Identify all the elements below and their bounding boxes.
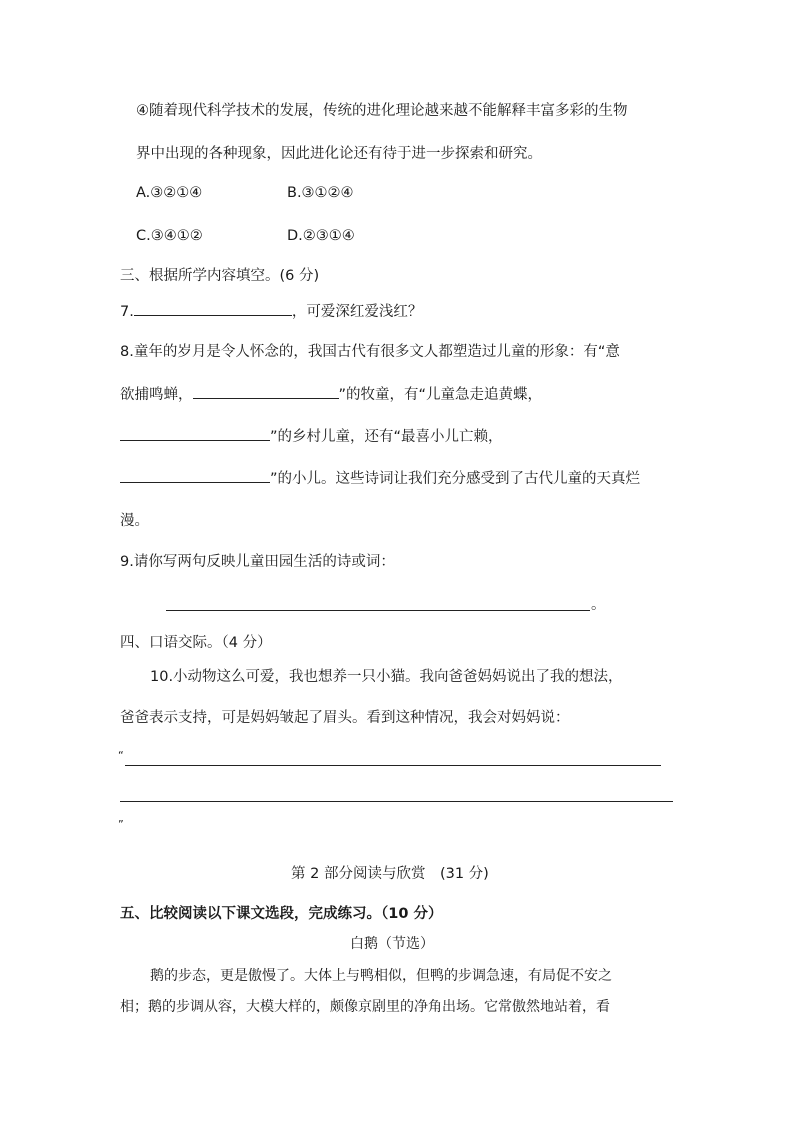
- passage-title: 白鹅（节选）: [350, 936, 434, 952]
- question-7-text: ，可爱深红爱浅红？: [291, 304, 423, 320]
- part-2-heading: 第 2 部分阅读与欣赏 (31 分): [291, 866, 489, 882]
- question-8-line-2-suffix: ”的牧童，有“儿童急走追黄蝶，: [338, 387, 543, 403]
- question-8-blank-1[interactable]: [193, 398, 339, 399]
- question-8-line-4: [120, 467, 640, 488]
- answer-choice-d: D.②③①④: [287, 228, 355, 244]
- question-9: 9.请你写两句反映儿童田园生活的诗或词：: [120, 554, 395, 570]
- answer-open-quote: “: [118, 749, 124, 762]
- question-9-answer-line[interactable]: [166, 610, 590, 611]
- q6-option-4-line1: ④随着现代科学技术的发展，传统的进化理论越来越不能解释丰富多彩的生物: [136, 103, 628, 119]
- question-7: [120, 300, 422, 321]
- question-10-line-1: 10.小动物这么可爱，我也想养一只小猫。我向爸爸妈妈说出了我的想法，: [150, 669, 623, 685]
- answer-choice-b: B.③①②④: [287, 185, 354, 201]
- section-5-heading: 五、比较阅读以下课文选段，完成练习。（10 分）: [120, 906, 443, 922]
- q6-option-4-line2: 界中出现的各种现象，因此进化论还有待于进一步探索和研究。: [136, 146, 542, 162]
- question-8-blank-2[interactable]: [120, 440, 270, 441]
- answer-choice-a: A.③②①④: [136, 185, 203, 201]
- question-8-line-1: 8.童年的岁月是令人怀念的，我国古代有很多文人都塑造过儿童的形象：有“意: [120, 344, 620, 360]
- section-4-heading: 四、口语交际。（4 分）: [120, 635, 272, 651]
- question-8-line-2-prefix: 欲捕鸣蝉，: [120, 387, 193, 403]
- question-8-line-3: [120, 425, 503, 446]
- question-9-end-mark: 。: [591, 597, 606, 613]
- question-8-line-4-suffix: ”的小儿。这些诗词让我们充分感受到了古代儿童的天真烂: [270, 471, 641, 487]
- question-10-answer-line-2[interactable]: [120, 801, 673, 802]
- answer-choice-c: C.③④①②: [136, 228, 203, 244]
- question-8-line-2: [120, 383, 542, 404]
- question-8-line-3-suffix: ”的乡村儿童，还有“最喜小儿亡赖，: [270, 429, 503, 445]
- question-10-line-2: 爸爸表示支持，可是妈妈皱起了眉头。看到这种情况，我会对妈妈说：: [120, 710, 570, 726]
- passage-line-1: 鹅的步态，更是傲慢了。大体上与鸭相似，但鸭的步调急速，有局促不安之: [150, 968, 612, 984]
- question-10-answer-line-1[interactable]: [125, 765, 661, 766]
- passage-line-2: 相；鹅的步调从容，大模大样的，颇像京剧里的净角出场。它常傲然地站着，看: [120, 999, 610, 1015]
- answer-close-quote: ”: [118, 818, 124, 831]
- section-3-heading: 三、根据所学内容填空。(6 分): [120, 268, 320, 284]
- question-7-blank[interactable]: [134, 315, 292, 316]
- question-8-line-5: 漫。: [120, 513, 149, 529]
- question-8-blank-3[interactable]: [120, 482, 270, 483]
- question-7-number: 7.: [120, 304, 134, 320]
